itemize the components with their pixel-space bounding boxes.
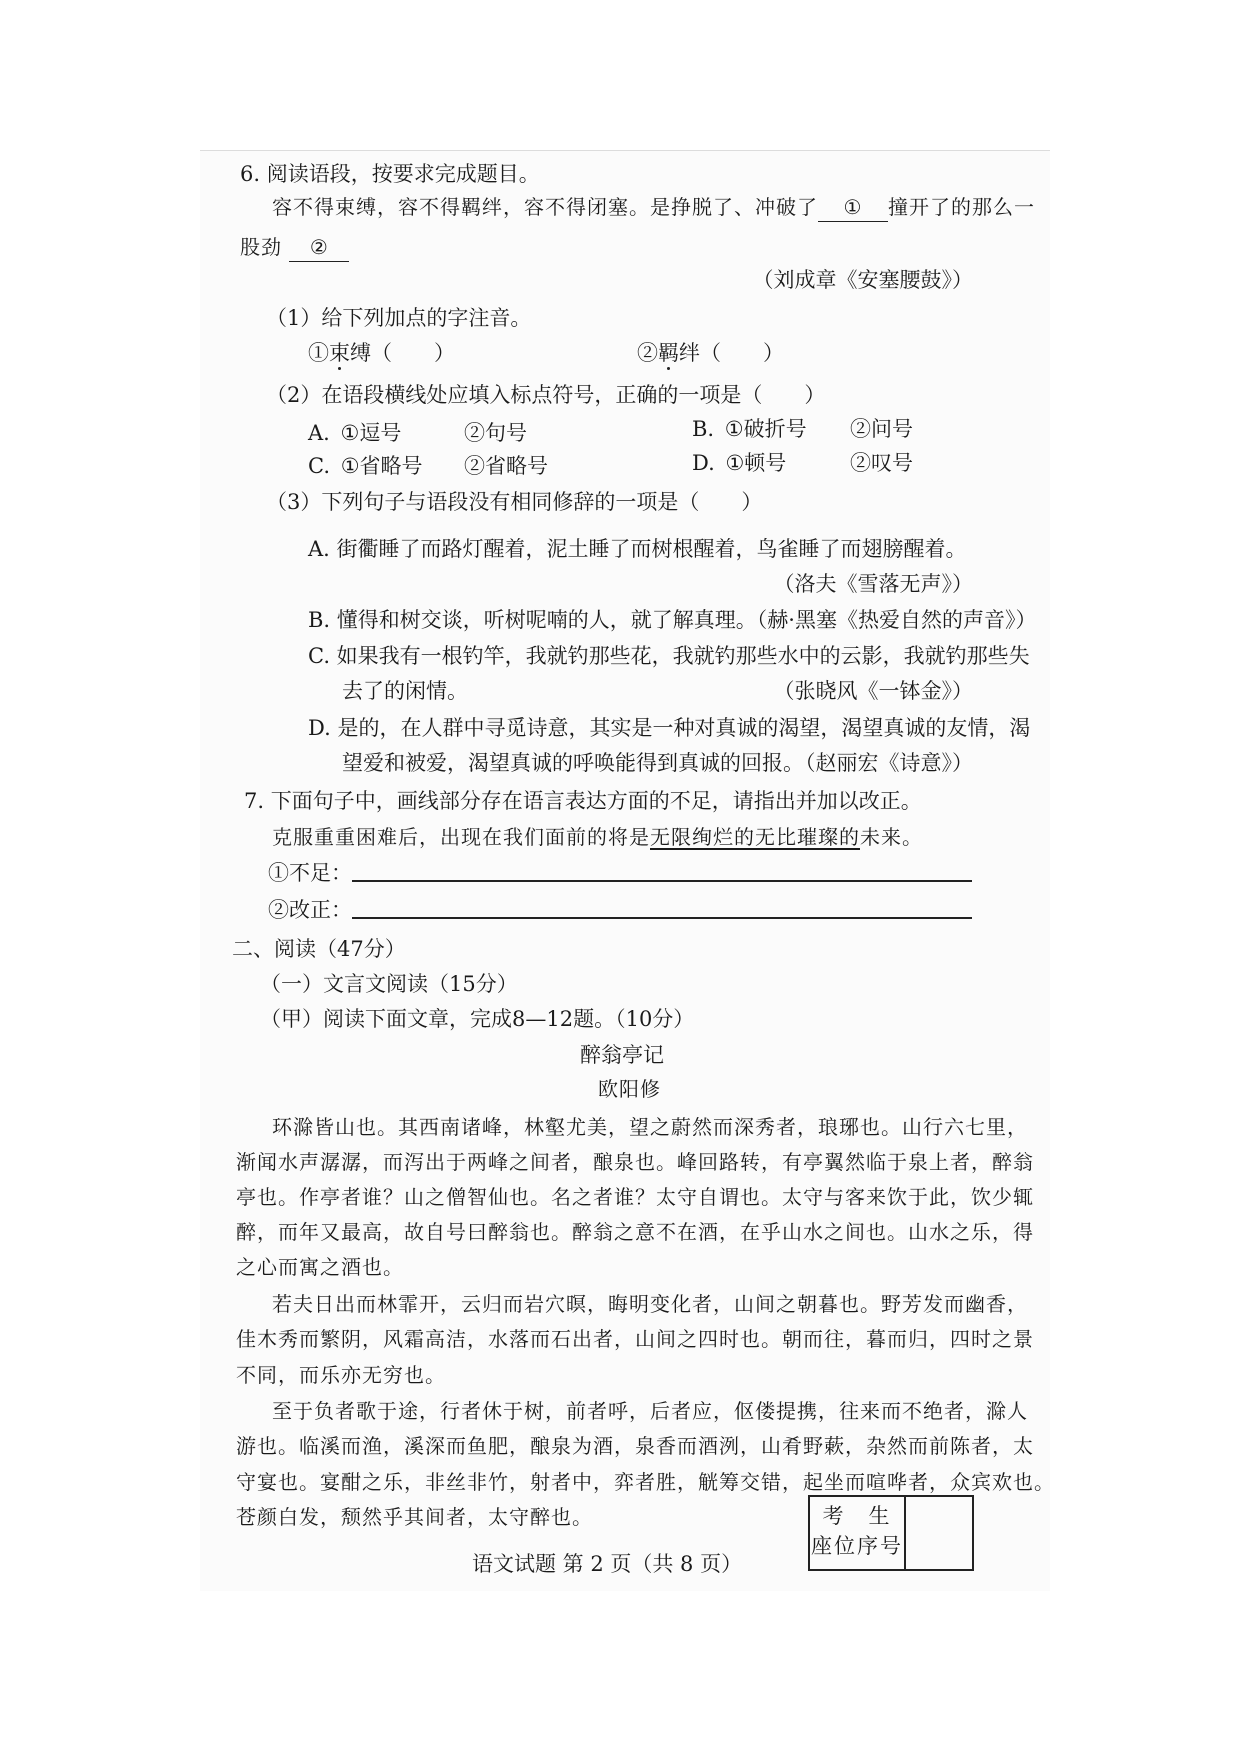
q6-sub2-c-letter: C. — [308, 454, 330, 478]
q6-sub2-option-a — [308, 419, 527, 447]
q6-sub2-b-p2: ②问号 — [850, 417, 913, 441]
q7-correction-answer-line[interactable] — [352, 917, 972, 919]
q6-sub1-a-paren: （ ） — [371, 341, 455, 365]
q6-sub3-option-c-line2: 去了的闲情。 — [342, 679, 468, 703]
q6-sub1-stem: （1）给下列加点的字注音。 — [266, 306, 532, 330]
q6-sub3-option-c-source: （张晓风《一钵金》） — [773, 679, 973, 703]
q6-sub1-b-char-1: 羁 — [658, 341, 679, 365]
q7-sentence-pre: 克服重重困难后，出现在我们面前的将是 — [272, 825, 650, 849]
q6-sub1-a-num: ① — [308, 341, 329, 365]
q7-deficiency-label: ①不足： — [268, 861, 352, 885]
q6-sub2-b-p1: ①破折号 — [724, 417, 807, 441]
q6-sub3-option-d-line2: 望爱和被爱，渴望真诚的呼唤能得到真诚的回报。 — [342, 751, 804, 775]
essay-line: 至于负者歌于途，行者休于树，前者呼，后者应，伛偻提携，往来而不绝者，滁人 — [272, 1399, 1028, 1423]
q6-sub2-a-p2: ②句号 — [464, 421, 527, 445]
section2-subtitle: （一）文言文阅读（15分） — [260, 972, 518, 996]
q6-sub3-option-a: A. 街衢睡了而路灯醒着，泥土睡了而树根醒着，鸟雀睡了而翅膀醒着。 — [308, 537, 967, 561]
q6-title: 6. 阅读语段，按要求完成题目。 — [240, 162, 540, 186]
essay-author: 欧阳修 — [598, 1077, 661, 1101]
q6-sub2-stem: （2）在语段横线处应填入标点符号，正确的一项是（ ） — [266, 383, 826, 407]
q6-sub2-d-letter: D. — [692, 451, 715, 475]
q6-sub2-c-p1: ①省略号 — [340, 454, 423, 478]
q6-sub3-option-c-line1: C. 如果我有一根钓竿，我就钓那些花，我就钓那些水中的云影，我就钓那些失 — [308, 644, 1030, 668]
q7-sentence-post: 未来。 — [860, 825, 923, 849]
q6-passage-line2 — [240, 233, 349, 262]
q6-passage-pre: 容不得束缚，容不得羁绊，容不得闭塞。是挣脱了、冲破了 — [272, 195, 818, 219]
essay-line: 亭也。作亭者谁？山之僧智仙也。名之者谁？太守自谓也。太守与客来饮于此，饮少辄 — [236, 1185, 1034, 1209]
seat-label-line1: 考 生 — [822, 1504, 892, 1528]
q6-blank-1: ① — [818, 193, 888, 222]
q6-sub1-a-char-2: 缚 — [350, 341, 371, 365]
q6-sub3-option-d-source: （赵丽宏《诗意》） — [794, 751, 973, 775]
essay-line: 之心而寓之酒也。 — [236, 1255, 404, 1279]
seat-number-input[interactable] — [906, 1497, 972, 1569]
essay-title: 醉翁亭记 — [580, 1043, 664, 1067]
essay-line: 游也。临溪而渔，溪深而鱼肥，酿泉为酒，泉香而酒洌，山肴野蔌，杂然而前陈者，太 — [236, 1434, 1034, 1458]
q6-sub1-option-a — [308, 339, 455, 367]
q7-sentence — [272, 823, 923, 851]
q6-sub1-option-b — [637, 339, 784, 367]
section2-part-jia: （甲）阅读下面文章，完成8—12题。（10分） — [260, 1007, 695, 1031]
q6-sub2-a-letter: A. — [308, 421, 330, 445]
q7-sentence-underlined: 无限绚烂的无比璀璨的 — [650, 825, 860, 849]
q6-blank-2: ② — [289, 233, 349, 262]
q6-sub1-a-char-1: 束 — [329, 341, 350, 365]
q6-sub1-b-paren: （ ） — [700, 341, 784, 365]
q6-passage-line2-text: 股劲 — [240, 235, 282, 259]
q6-sub3-option-b: B. 懂得和树交谈，听树呢喃的人，就了解真理。（赫·黑塞《热爱自然的声音》） — [308, 608, 1037, 632]
q7-correction-row — [268, 896, 972, 924]
q6-sub2-option-d — [692, 449, 913, 477]
q6-sub2-option-b — [692, 415, 913, 443]
q6-sub2-d-p1: ①顿号 — [725, 451, 787, 475]
q7-title: 7. 下面句子中，画线部分存在语言表达方面的不足，请指出并加以改正。 — [244, 789, 922, 813]
essay-line: 不同，而乐亦无穷也。 — [236, 1363, 446, 1387]
q6-sub3-option-a-source: （洛夫《雪落无声》） — [773, 572, 973, 596]
q6-sub2-c-p2: ②省略号 — [464, 454, 548, 478]
q7-deficiency-row — [268, 859, 972, 887]
q6-sub2-d-p2: ②叹号 — [850, 451, 913, 475]
essay-line: 渐闻水声潺潺，而泻出于两峰之间者，酿泉也。峰回路转，有亭翼然临于泉上者，醉翁 — [236, 1150, 1034, 1174]
seat-label-line2: 座位序号 — [811, 1534, 903, 1558]
q6-source: （刘成章《安塞腰鼓》） — [752, 268, 973, 292]
q6-passage-mid: 撞开了的那么一 — [888, 195, 1035, 219]
essay-line: 佳木秀而繁阴，风霜高洁，水落而石出者，山间之四时也。朝而往，暮而归，四时之景 — [236, 1327, 1034, 1351]
q6-sub1-b-char-2: 绊 — [679, 341, 700, 365]
q7-deficiency-answer-line[interactable] — [352, 880, 972, 882]
essay-line: 苍颜白发，颓然乎其间者，太守醉也。 — [236, 1505, 593, 1529]
q6-sub2-option-c — [308, 452, 548, 480]
q6-sub2-b-letter: B. — [692, 417, 715, 441]
q7-correction-label: ②改正： — [268, 898, 352, 922]
q6-sub2-a-p1: ①逗号 — [340, 421, 402, 445]
essay-line: 守宴也。宴酣之乐，非丝非竹，射者中，弈者胜，觥筹交错，起坐而喧哗者，众宾欢也。 — [236, 1470, 1055, 1494]
seat-number-label — [810, 1497, 906, 1569]
q6-sub1-b-num: ② — [637, 341, 658, 365]
q6-sub3-option-d-line1: D. 是的，在人群中寻觅诗意，其实是一种对真诚的渴望，渴望真诚的友情，渴 — [308, 716, 1031, 740]
essay-line: 醉，而年又最高，故自号曰醉翁也。醉翁之意不在酒，在乎山水之间也。山水之乐，得 — [236, 1220, 1034, 1244]
section2-title: 二、阅读（47分） — [232, 937, 406, 961]
page-footer: 语文试题 第 2 页（共 8 页） — [472, 1552, 743, 1576]
q6-sub3-stem: （3）下列句子与语段没有相同修辞的一项是（ ） — [266, 490, 763, 514]
essay-line: 环滁皆山也。其西南诸峰，林壑尤美，望之蔚然而深秀者，琅琊也。山行六七里， — [272, 1115, 1028, 1139]
seat-number-box — [808, 1495, 974, 1571]
q6-passage-line1 — [272, 193, 1035, 222]
essay-line: 若夫日出而林霏开，云归而岩穴暝，晦明变化者，山间之朝暮也。野芳发而幽香， — [272, 1292, 1028, 1316]
